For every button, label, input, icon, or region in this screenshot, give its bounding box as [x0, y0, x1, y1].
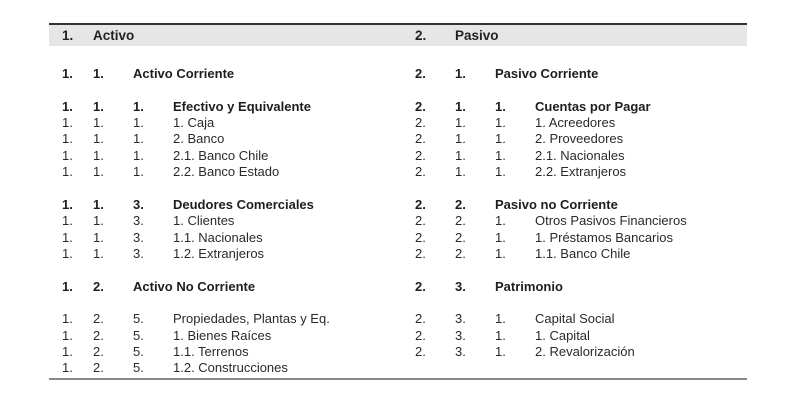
- account-name: 2. Proveedores: [535, 131, 624, 147]
- account-code-part: 3.: [133, 245, 144, 261]
- account-code-part: 2.: [415, 164, 426, 180]
- account-code-part: 1.: [495, 245, 506, 261]
- account-name: Patrimonio: [495, 278, 563, 294]
- account-name: 1.2. Construcciones: [173, 360, 288, 376]
- account-name: 1. Bienes Raíces: [173, 327, 272, 343]
- account-code-part: 1.: [455, 147, 466, 163]
- account-code-part: 2.: [415, 213, 426, 229]
- account-code-part: 2.: [415, 245, 426, 261]
- account-name: 2. Banco: [173, 131, 225, 147]
- account-code-part: 5.: [133, 311, 144, 327]
- account-code-part: 1.: [495, 229, 506, 245]
- account-name: Propiedades, Plantas y Eq.: [173, 311, 330, 327]
- table-bottom-border: [49, 378, 747, 380]
- account-name: Efectivo y Equivalente: [173, 98, 311, 114]
- account-code-part: 3.: [133, 229, 144, 245]
- account-code-part: 1.: [93, 98, 104, 114]
- account-name: Activo Corriente: [133, 66, 235, 81]
- account-code-part: 1.: [455, 66, 466, 81]
- account-code-part: 1.: [62, 311, 73, 327]
- account-code-part: 1.: [495, 311, 506, 327]
- account-code-part: 1.: [93, 66, 104, 81]
- account-code-part: 2.: [455, 213, 466, 229]
- account-code-part: 1.: [455, 115, 466, 131]
- account-code-part: 1.: [62, 131, 73, 147]
- account-code-part: 2.: [415, 343, 426, 359]
- account-code-part: 2.: [415, 327, 426, 343]
- account-code-part: 1.: [495, 147, 506, 163]
- account-code-part: 1.: [62, 115, 73, 131]
- account-code-part: 2.: [415, 66, 426, 81]
- account-code-part: 2.: [415, 147, 426, 163]
- account-code-part: 2.: [455, 245, 466, 261]
- account-code-part: 2.: [93, 360, 104, 376]
- account-code-part: 1.: [455, 131, 466, 147]
- account-code-part: 2.: [415, 115, 426, 131]
- account-code-part: 1.: [495, 343, 506, 359]
- account-code-part: 1.: [62, 164, 73, 180]
- account-code-part: 1.: [133, 98, 144, 114]
- account-code-part: 1.: [93, 131, 104, 147]
- account-code-part: 1.: [62, 196, 73, 212]
- account-code-part: 1.: [62, 343, 73, 359]
- account-code-part: 2.: [93, 343, 104, 359]
- account-name: 1. Capital: [535, 327, 590, 343]
- account-code-part: 1.: [93, 164, 104, 180]
- account-name: 2. Revalorización: [535, 343, 635, 359]
- account-name: 1. Acreedores: [535, 115, 616, 131]
- account-name: 2.2. Extranjeros: [535, 164, 627, 180]
- account-code-part: 1.: [455, 98, 466, 114]
- account-name: 2.1. Nacionales: [535, 147, 625, 163]
- account-code-part: 1.: [62, 278, 73, 294]
- account-name: Pasivo Corriente: [495, 66, 599, 81]
- account-name: Otros Pasivos Financieros: [535, 213, 687, 229]
- account-code-part: 5.: [133, 327, 144, 343]
- account-code-part: 1.: [62, 213, 73, 229]
- account-name: 1. Préstamos Bancarios: [535, 229, 674, 245]
- account-code-part: 1.: [93, 196, 104, 212]
- account-code-part: 2.: [93, 327, 104, 343]
- account-name: Pasivo no Corriente: [495, 196, 618, 212]
- account-code-part: 1.: [62, 147, 73, 163]
- account-code-part: 2.: [455, 229, 466, 245]
- account-name: 2.1. Banco Chile: [173, 147, 269, 163]
- account-name: 1.1. Terrenos: [173, 343, 249, 359]
- account-code-part: 2.: [415, 278, 426, 294]
- account-code-part: 1.: [495, 115, 506, 131]
- account-code-part: 1.: [455, 164, 466, 180]
- header-left-label: Activo: [93, 28, 135, 43]
- account-code-part: 1.: [62, 98, 73, 114]
- account-code-part: 1.: [62, 66, 73, 81]
- account-code-part: 1.: [62, 327, 73, 343]
- account-code-part: 2.: [93, 311, 104, 327]
- account-code-part: 5.: [133, 343, 144, 359]
- account-code-part: 3.: [455, 278, 466, 294]
- account-code-part: 2.: [415, 98, 426, 114]
- account-code-part: 1.: [62, 229, 73, 245]
- account-code-part: 2.: [415, 229, 426, 245]
- account-code-part: 1.: [133, 115, 144, 131]
- account-code-part: 1.: [133, 147, 144, 163]
- account-name: 2.2. Banco Estado: [173, 164, 280, 180]
- account-code-part: 1.: [93, 229, 104, 245]
- account-code-part: 1.: [93, 213, 104, 229]
- account-code-part: 1.: [62, 245, 73, 261]
- account-code-part: 1.: [495, 98, 506, 114]
- account-name: 1. Clientes: [173, 213, 235, 229]
- account-name: Deudores Comerciales: [173, 196, 314, 212]
- account-code-part: 3.: [133, 196, 144, 212]
- account-name: Capital Social: [535, 311, 615, 327]
- account-name: 1.2. Extranjeros: [173, 245, 265, 261]
- account-code-part: 3.: [455, 343, 466, 359]
- account-code-part: 1.: [495, 131, 506, 147]
- account-code-part: 2.: [415, 311, 426, 327]
- account-code-part: 5.: [133, 360, 144, 376]
- account-name: Cuentas por Pagar: [535, 98, 651, 114]
- account-code-part: 1.: [133, 164, 144, 180]
- account-code-part: 3.: [455, 311, 466, 327]
- header-right-label: Pasivo: [455, 28, 499, 43]
- table-header: [49, 25, 747, 46]
- account-code-part: 1.: [93, 245, 104, 261]
- account-name: 1.1. Nacionales: [173, 229, 263, 245]
- account-name: 1. Caja: [173, 115, 215, 131]
- account-code-part: 2.: [455, 196, 466, 212]
- account-code-part: 1.: [93, 147, 104, 163]
- account-code-part: 2.: [415, 131, 426, 147]
- account-name: 1.1. Banco Chile: [535, 245, 631, 261]
- account-code-part: 1.: [93, 115, 104, 131]
- account-code-part: 1.: [62, 360, 73, 376]
- account-code-part: 1.: [133, 131, 144, 147]
- account-code-part: 1.: [495, 164, 506, 180]
- account-code-part: 1.: [495, 327, 506, 343]
- account-code-part: 3.: [133, 213, 144, 229]
- account-code-part: 1.: [495, 213, 506, 229]
- header-left-number: 1.: [62, 28, 74, 43]
- account-code-part: 2.: [93, 278, 104, 294]
- header-right-number: 2.: [415, 28, 427, 43]
- account-code-part: 3.: [455, 327, 466, 343]
- account-code-part: 2.: [415, 196, 426, 212]
- account-name: Activo No Corriente: [133, 278, 256, 294]
